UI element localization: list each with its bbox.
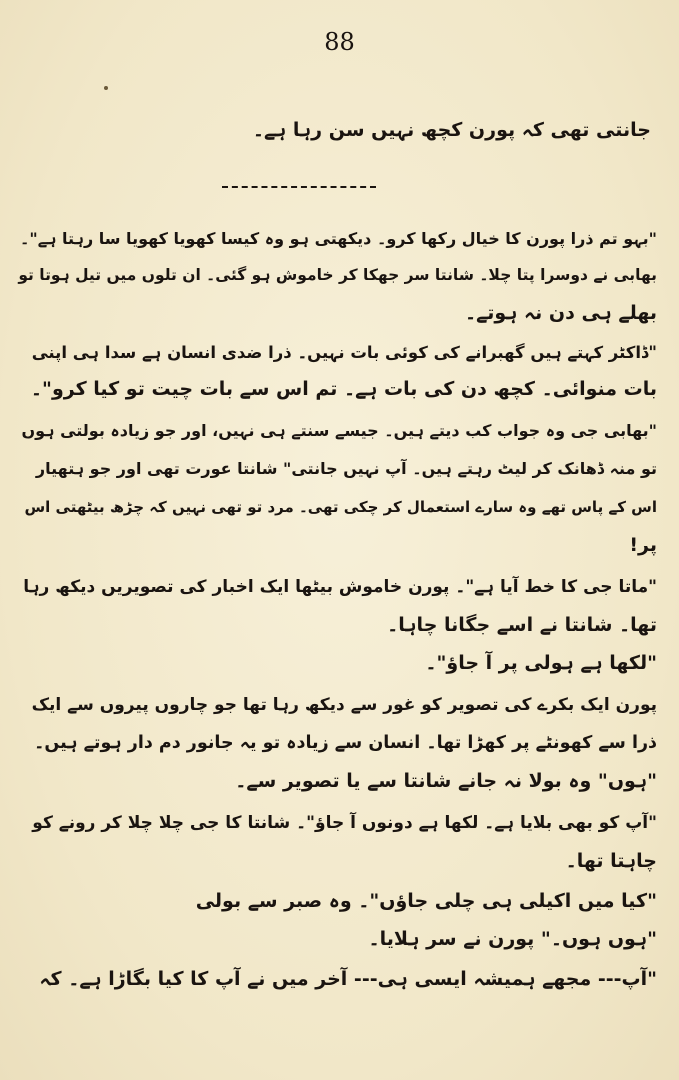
text-line: "ماتا جی کا خط آیا ہے"۔ پورن خاموش بیٹھا ایک اخبار کی تصویریں دیکھ رہا — [23, 577, 657, 597]
text-line: جانتی تھی کہ پورن کچھ نہیں سن رہا ہے۔ — [252, 119, 651, 141]
text-line: پورن ایک بکرے کی تصویر کو غور سے دیکھ رہا تھا جو چاروں پیروں سے ایک — [31, 695, 657, 715]
text-line: چاہتا تھا۔ — [565, 850, 657, 872]
text-line: "کیا میں اکیلی ہی چلی جاؤں"۔ وہ صبر سے بولی — [195, 890, 657, 912]
text-line: "بھابی جی وہ جواب کب دیتے ہیں۔ جیسے سنتے ہی نہیں، اور جو زیادہ بولتی ہوں — [21, 421, 657, 440]
text-line: "آپ--- مجھے ہمیشہ ایسی ہی--- آخر میں نے آپ کا کیا بگاڑا ہے۔ کہ — [39, 968, 657, 990]
text-line: "بہو تم ذرا پورن کا خیال رکھا کرو۔ دیکھتی ہو وہ کیسا کھویا کھویا سا رہتا ہے"۔ — [20, 229, 657, 248]
text-line: "آپ کو بھی بلایا ہے۔ لکھا ہے دونوں آ جاؤ"۔ شانتا کا جی چلا چلا کر رونے کو — [32, 813, 657, 833]
text-line: "لکھا ہے ہولی پر آ جاؤ"۔ — [425, 652, 657, 674]
text-line: بھابی نے دوسرا پتا چلا۔ شانتا سر جھکا کر خاموش ہو گئی۔ ان تلوں میں تیل ہوتا تو — [18, 266, 657, 284]
text-line: بھلے ہی دن نہ ہوتے۔ — [464, 302, 657, 324]
text-line: "ہوں ہوں۔" پورن نے سر ہلایا۔ — [368, 928, 657, 950]
text-line: "ہوں" وہ بولا نہ جانے شانتا سے یا تصویر سے۔ — [235, 770, 657, 792]
text-line: بات منوائی۔ کچھ دن کی بات ہے۔ تم اس سے بات چیت تو کیا کرو"۔ — [30, 378, 657, 400]
text-line: تو منہ ڈھانک کر لیٹ رہتے ہیں۔ آپ نہیں جانتی" شانتا عورت تھی اور جو ہتھیار — [35, 459, 657, 478]
section-separator — [222, 186, 376, 188]
text-line: پر! — [629, 534, 657, 556]
page-number: 88 — [324, 28, 355, 56]
ink-speck — [104, 86, 108, 90]
text-line: اس کے پاس تھے وہ سارے استعمال کر چکی تھی۔ مرد تو تھی نہیں کہ چڑھ بیٹھتی اس — [24, 498, 657, 516]
text-line: تھا۔ شانتا نے اسے جگانا چاہا۔ — [387, 614, 657, 636]
text-line: "ڈاکٹر کہتے ہیں گھبرانے کی کوئی بات نہیں۔ ذرا ضدی انسان ہے سدا ہی اپنی — [31, 343, 657, 362]
text-line: ذرا سے کھونٹے پر کھڑا تھا۔ انسان سے زیادہ تو یہ جانور دم دار ہوتے ہیں۔ — [34, 733, 657, 753]
